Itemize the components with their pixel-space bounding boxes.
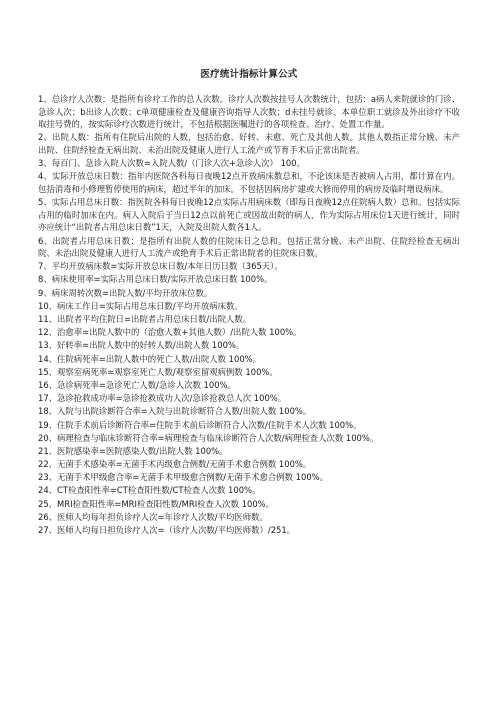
formula-item: 26、医师人均每年担负诊疗人次=年诊疗人次数/平均医师数。 xyxy=(38,511,268,522)
formula-item: 23、无菌手术甲级愈合率=无菌手术甲级愈合例数/无菌手术愈合例数 100%。 xyxy=(38,472,328,483)
formula-item: 6、出院者占用总床日数：是指所有出院人数的住院床日之总和。包括正常分娩、未产出院、住院经检查无病出院、未治出院及健康人进行人工流产或绝育手术后正常出院者的住院床日数。 xyxy=(38,235,460,259)
formula-item: 13、好转率=出院人数中的好转人数/出院人数 100%。 xyxy=(38,340,245,351)
formula-item: 24、CT检查阳性率=CT检查阳性数/CT检查人次数 100%。 xyxy=(38,485,261,496)
formula-item: 3、每百门、急诊入院人次数=入院人数/（门诊人次+急诊人次） 100。 xyxy=(38,158,305,169)
formula-item: 4、实际开放总床日数：指年内医院各科每日夜晚12点开放病床数总和，不论该床是否被病人占用，都计算在内。包括消毒和小修理暂停使用的病床，超过半年的加床。不包括因病房扩建或大修而停用的病房及临时增设病床。 xyxy=(38,171,460,194)
formula-item: 25、MRI检查阳性率=MRI检查阳性数/MRI检查人次数 100%。 xyxy=(38,498,275,509)
formula-item: 12、治愈率=出院人数中的（治愈人数+其他人数）/出院人数 100%。 xyxy=(38,327,302,338)
formula-list xyxy=(38,93,460,537)
formula-item: 10、病床工作日=实际占用总床日数/平均开放病床数。 xyxy=(38,300,243,311)
formula-item: 18、入院与出院诊断符合率=入院与出院诊断符合人数/出院人数 100%。 xyxy=(38,406,312,417)
formula-item: 11、出院者平均住院日=出院者占用总床日数/出院人数。 xyxy=(38,314,252,325)
formula-item: 27、医师人均每日担负诊疗人次=（诊疗人次数/平均医师数）/251。 xyxy=(38,525,296,536)
formula-item: 19、住院手术前后诊断符合率=住院手术前后诊断符合人次数/住院手术人次数 100%。 xyxy=(38,419,362,430)
formula-item: 8、病床使用率=实际占用总床日数/实际开放总床日数 100%。 xyxy=(38,274,273,285)
formula-item: 22、无菌手术感染率=无菌手术丙级愈合例数/无菌手术愈合例数 100%。 xyxy=(38,459,312,470)
formula-item: 14、住院病死率=出院人数中的死亡人数/出院人数 100%。 xyxy=(38,353,261,364)
formula-item: 16、急诊病死率=急诊死亡人数/急诊人次数 100%。 xyxy=(38,379,236,390)
formula-item: 9、病床周转次数=出院人数/平均开放床位数。 xyxy=(38,287,213,298)
formula-item: 20、病理检查与临床诊断符合率=病理检查与临床诊断符合人次数/病理检查人次数 100%。 xyxy=(38,432,379,443)
document-title: 医疗统计指标计算公式 xyxy=(200,69,298,80)
formula-item: 15、观察室病死率=观察室死亡人数/观察室留观病例数 100%。 xyxy=(38,366,278,377)
formula-item: 7、平均开放病床数=实际开放总床日数/本年日历日数（365天）。 xyxy=(38,261,283,272)
formula-item: 21、医院感染率=医院感染人数/出院人数 100%。 xyxy=(38,445,228,456)
formula-item: 1、总诊疗人次数：是指所有诊疗工作的总人次数。诊疗人次数按挂号人次数统计，包括：a病人来院就诊的门诊、急诊人次；b出诊人次数；c单项健康检查及健康咨询指导人次数；d未挂号就诊、本单位职工就诊及外出诊疗不收取挂号费的，按实际诊疗次数进行统计，不包括根据医嘱进行的各项检查、治疗、处置工作量。 xyxy=(38,94,460,130)
formula-item: 5、实际占用总床日数：指医院各科每日夜晚12点实际占用病床数（即每日夜晚12点住院病人数）总和。包括实际占用的临时加床在内。病人入院后于当日12点以前死亡或因故出院的病人，作为实际占用床位1天进行统计，同时亦应统计“出院者占用总床日数”1天，入院及出院人数各1人。 xyxy=(38,197,460,233)
formula-item: 2、出院人数：指所有住院后出院的人数，包括治愈、好转、未愈、死亡及其他人数。其他人数指正常分娩、未产出院、住院经检查无病出院、未治出院及健康人进行人工流产或节育手术后正常出院者。 xyxy=(38,132,460,155)
formula-item: 17、急诊抢救成功率=急诊抢救成功人次/急诊抢救总人次 100%。 xyxy=(38,393,287,404)
